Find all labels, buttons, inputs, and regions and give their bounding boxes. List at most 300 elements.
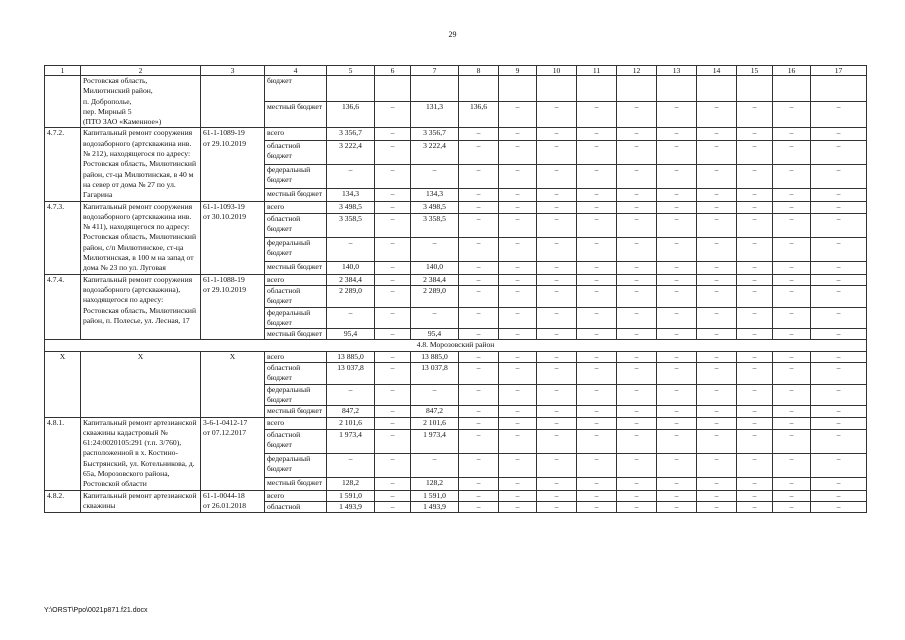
value-cell: – bbox=[327, 384, 375, 406]
value-cell: 134,3 bbox=[327, 189, 375, 202]
value-cell: – bbox=[577, 363, 617, 385]
value-cell: – bbox=[773, 165, 811, 189]
value-cell: – bbox=[577, 141, 617, 165]
section-row bbox=[45, 340, 867, 351]
value-cell: – bbox=[375, 165, 411, 189]
value-cell: – bbox=[617, 417, 657, 430]
value-cell: – bbox=[537, 501, 577, 512]
column-header: 14 bbox=[697, 66, 737, 76]
value-cell: – bbox=[811, 406, 867, 417]
section-title: 4.8. Морозовский район bbox=[45, 340, 867, 351]
value-cell: – bbox=[617, 128, 657, 141]
value-cell: – bbox=[697, 128, 737, 141]
value-cell: – bbox=[411, 307, 459, 329]
value-cell: – bbox=[811, 262, 867, 275]
value-cell: – bbox=[737, 454, 773, 478]
row-document-number bbox=[201, 76, 265, 128]
value-cell: – bbox=[375, 430, 411, 454]
value-cell: – bbox=[577, 165, 617, 189]
value-cell: – bbox=[459, 307, 499, 329]
value-cell: – bbox=[697, 165, 737, 189]
value-cell: – bbox=[499, 201, 537, 214]
value-cell: – bbox=[657, 262, 697, 275]
column-header: 13 bbox=[657, 66, 697, 76]
value-cell: – bbox=[773, 238, 811, 262]
value-cell: – bbox=[499, 141, 537, 165]
funding-source-label: федеральный бюджет bbox=[265, 307, 327, 329]
value-cell: – bbox=[773, 430, 811, 454]
value-cell: – bbox=[499, 189, 537, 202]
value-cell: 136,6 bbox=[459, 102, 499, 128]
value-cell: – bbox=[499, 351, 537, 362]
value-cell: 1 973,4 bbox=[327, 430, 375, 454]
value-cell: – bbox=[657, 406, 697, 417]
row-number: 4.8.1. bbox=[45, 417, 81, 490]
row-object-name: Х bbox=[81, 351, 201, 417]
value-cell: – bbox=[697, 307, 737, 329]
value-cell: – bbox=[737, 406, 773, 417]
value-cell: – bbox=[375, 454, 411, 478]
value-cell: – bbox=[697, 214, 737, 238]
value-cell: – bbox=[499, 478, 537, 491]
funding-source-label: федеральный бюджет bbox=[265, 384, 327, 406]
value-cell: – bbox=[375, 329, 411, 340]
value-cell: – bbox=[499, 417, 537, 430]
value-cell: – bbox=[375, 262, 411, 275]
value-cell: – bbox=[537, 478, 577, 491]
value-cell: – bbox=[459, 417, 499, 430]
value-cell: – bbox=[375, 274, 411, 285]
value-cell: – bbox=[811, 128, 867, 141]
table-row bbox=[45, 201, 867, 214]
value-cell: – bbox=[537, 262, 577, 275]
value-cell: – bbox=[773, 274, 811, 285]
value-cell: – bbox=[657, 214, 697, 238]
value-cell: – bbox=[577, 285, 617, 307]
funding-source-label: всего bbox=[265, 351, 327, 362]
value-cell bbox=[737, 76, 773, 102]
table-row bbox=[45, 76, 867, 102]
value-cell: – bbox=[499, 285, 537, 307]
value-cell: – bbox=[657, 363, 697, 385]
value-cell: 1 493,9 bbox=[411, 501, 459, 512]
value-cell: – bbox=[617, 454, 657, 478]
value-cell: – bbox=[375, 501, 411, 512]
value-cell: 13 037,8 bbox=[411, 363, 459, 385]
value-cell: – bbox=[411, 384, 459, 406]
header-row bbox=[45, 66, 867, 76]
value-cell bbox=[773, 76, 811, 102]
value-cell: – bbox=[773, 214, 811, 238]
value-cell: – bbox=[737, 430, 773, 454]
value-cell: 847,2 bbox=[327, 406, 375, 417]
row-document-number: 3-6-1-0412-17 от 07.12.2017 bbox=[201, 417, 265, 490]
value-cell: – bbox=[499, 329, 537, 340]
value-cell: – bbox=[499, 128, 537, 141]
value-cell: – bbox=[537, 285, 577, 307]
value-cell: 140,0 bbox=[411, 262, 459, 275]
value-cell: 2 101,6 bbox=[411, 417, 459, 430]
funding-source-label: местный бюджет bbox=[265, 102, 327, 128]
value-cell: – bbox=[773, 189, 811, 202]
value-cell: – bbox=[773, 102, 811, 128]
value-cell: – bbox=[411, 165, 459, 189]
value-cell bbox=[459, 76, 499, 102]
value-cell: – bbox=[697, 329, 737, 340]
value-cell: – bbox=[811, 307, 867, 329]
row-document-number: 61-1-1088-19 от 29.10.2019 bbox=[201, 274, 265, 340]
value-cell: – bbox=[737, 274, 773, 285]
value-cell: – bbox=[577, 238, 617, 262]
value-cell: – bbox=[657, 128, 697, 141]
value-cell: – bbox=[697, 351, 737, 362]
value-cell: – bbox=[737, 329, 773, 340]
funding-source-label: федеральный бюджет bbox=[265, 165, 327, 189]
value-cell: 847,2 bbox=[411, 406, 459, 417]
value-cell: – bbox=[617, 141, 657, 165]
value-cell: – bbox=[537, 189, 577, 202]
value-cell: – bbox=[375, 384, 411, 406]
value-cell: – bbox=[737, 363, 773, 385]
value-cell: – bbox=[375, 351, 411, 362]
value-cell: – bbox=[773, 307, 811, 329]
value-cell: – bbox=[811, 329, 867, 340]
value-cell: – bbox=[499, 102, 537, 128]
funding-source-label: всего bbox=[265, 128, 327, 141]
value-cell: 3 356,7 bbox=[411, 128, 459, 141]
value-cell: – bbox=[459, 189, 499, 202]
row-document-number: 61-1-1089-19 от 29.10.2019 bbox=[201, 128, 265, 201]
value-cell: – bbox=[773, 501, 811, 512]
value-cell: – bbox=[737, 214, 773, 238]
value-cell: – bbox=[617, 307, 657, 329]
value-cell: – bbox=[327, 307, 375, 329]
value-cell: – bbox=[617, 274, 657, 285]
row-object-name: Ростовская область, Милютинский район, п. Доброполье, пер. Мирный 5 (ПТО ЗАО «Каменное») bbox=[81, 76, 201, 128]
funding-source-label: областной бюджет bbox=[265, 141, 327, 165]
value-cell: – bbox=[811, 214, 867, 238]
funding-source-label: областной бюджет bbox=[265, 214, 327, 238]
value-cell: – bbox=[737, 189, 773, 202]
value-cell: – bbox=[697, 238, 737, 262]
value-cell: – bbox=[773, 201, 811, 214]
value-cell: – bbox=[327, 165, 375, 189]
value-cell: – bbox=[773, 417, 811, 430]
value-cell: – bbox=[737, 501, 773, 512]
row-document-number: Х bbox=[201, 351, 265, 417]
value-cell: – bbox=[773, 285, 811, 307]
column-header: 8 bbox=[459, 66, 499, 76]
column-header: 5 bbox=[327, 66, 375, 76]
value-cell: – bbox=[657, 430, 697, 454]
value-cell: – bbox=[375, 307, 411, 329]
value-cell: 13 037,8 bbox=[327, 363, 375, 385]
value-cell: – bbox=[537, 102, 577, 128]
value-cell: – bbox=[459, 274, 499, 285]
value-cell: – bbox=[617, 478, 657, 491]
table-row bbox=[45, 490, 867, 501]
value-cell: – bbox=[459, 285, 499, 307]
value-cell: – bbox=[537, 490, 577, 501]
row-number: 4.7.4. bbox=[45, 274, 81, 340]
value-cell: – bbox=[773, 363, 811, 385]
value-cell: 136,6 bbox=[327, 102, 375, 128]
value-cell: 3 356,7 bbox=[327, 128, 375, 141]
value-cell bbox=[537, 76, 577, 102]
value-cell: – bbox=[537, 238, 577, 262]
value-cell: – bbox=[811, 165, 867, 189]
value-cell: – bbox=[577, 478, 617, 491]
value-cell: – bbox=[657, 102, 697, 128]
value-cell: – bbox=[617, 406, 657, 417]
value-cell: – bbox=[537, 274, 577, 285]
value-cell: – bbox=[737, 478, 773, 491]
value-cell: – bbox=[811, 351, 867, 362]
value-cell: – bbox=[459, 201, 499, 214]
value-cell: 134,3 bbox=[411, 189, 459, 202]
row-number: 4.7.3. bbox=[45, 201, 81, 274]
value-cell: – bbox=[459, 128, 499, 141]
row-object-name: Капитальный ремонт сооружения водозаборного (артскважина), находящегося по адресу: Ростовская область, Милютинский район, п. Полесье, ул. Лесная, 17 bbox=[81, 274, 201, 340]
value-cell: – bbox=[811, 363, 867, 385]
value-cell: – bbox=[375, 490, 411, 501]
value-cell: – bbox=[537, 454, 577, 478]
value-cell: 1 973,4 bbox=[411, 430, 459, 454]
funding-source-label: местный бюджет bbox=[265, 189, 327, 202]
value-cell: – bbox=[411, 238, 459, 262]
value-cell: – bbox=[577, 329, 617, 340]
value-cell: – bbox=[657, 285, 697, 307]
table-row bbox=[45, 128, 867, 141]
value-cell: – bbox=[375, 363, 411, 385]
value-cell: – bbox=[737, 201, 773, 214]
value-cell: 3 222,4 bbox=[327, 141, 375, 165]
value-cell: – bbox=[773, 329, 811, 340]
value-cell: – bbox=[697, 490, 737, 501]
value-cell: 13 885,0 bbox=[411, 351, 459, 362]
value-cell: – bbox=[811, 102, 867, 128]
value-cell: – bbox=[459, 329, 499, 340]
funding-source-label: местный бюджет bbox=[265, 262, 327, 275]
value-cell: – bbox=[737, 165, 773, 189]
value-cell: – bbox=[499, 490, 537, 501]
value-cell: – bbox=[737, 417, 773, 430]
value-cell: – bbox=[697, 285, 737, 307]
value-cell: – bbox=[577, 214, 617, 238]
value-cell: – bbox=[537, 351, 577, 362]
value-cell: – bbox=[499, 501, 537, 512]
value-cell: – bbox=[737, 351, 773, 362]
value-cell bbox=[617, 76, 657, 102]
value-cell: – bbox=[537, 141, 577, 165]
value-cell: – bbox=[537, 406, 577, 417]
value-cell: – bbox=[327, 238, 375, 262]
value-cell bbox=[375, 76, 411, 102]
value-cell bbox=[411, 76, 459, 102]
value-cell: – bbox=[657, 417, 697, 430]
value-cell bbox=[577, 76, 617, 102]
value-cell: – bbox=[459, 363, 499, 385]
value-cell: – bbox=[773, 141, 811, 165]
value-cell: – bbox=[657, 201, 697, 214]
value-cell: 3 498,5 bbox=[327, 201, 375, 214]
value-cell: – bbox=[657, 238, 697, 262]
value-cell: – bbox=[459, 141, 499, 165]
table-row bbox=[45, 417, 867, 430]
value-cell: – bbox=[617, 351, 657, 362]
value-cell: – bbox=[657, 501, 697, 512]
value-cell: – bbox=[617, 384, 657, 406]
value-cell: – bbox=[773, 406, 811, 417]
value-cell: 1 493,9 bbox=[327, 501, 375, 512]
value-cell: – bbox=[459, 478, 499, 491]
value-cell: – bbox=[811, 285, 867, 307]
value-cell: – bbox=[737, 307, 773, 329]
funding-source-label: местный бюджет bbox=[265, 478, 327, 491]
value-cell: – bbox=[811, 501, 867, 512]
value-cell: 2 384,4 bbox=[327, 274, 375, 285]
value-cell: – bbox=[577, 201, 617, 214]
value-cell: – bbox=[657, 189, 697, 202]
value-cell: – bbox=[537, 307, 577, 329]
value-cell: – bbox=[499, 262, 537, 275]
value-cell: – bbox=[773, 262, 811, 275]
value-cell: – bbox=[697, 363, 737, 385]
value-cell: – bbox=[697, 274, 737, 285]
column-header: 9 bbox=[499, 66, 537, 76]
value-cell: – bbox=[537, 384, 577, 406]
value-cell: – bbox=[459, 384, 499, 406]
value-cell: – bbox=[577, 351, 617, 362]
value-cell: – bbox=[657, 351, 697, 362]
table-row bbox=[45, 274, 867, 285]
value-cell: – bbox=[617, 102, 657, 128]
value-cell: 2 289,0 bbox=[327, 285, 375, 307]
value-cell: 2 289,0 bbox=[411, 285, 459, 307]
column-header: 12 bbox=[617, 66, 657, 76]
column-header: 11 bbox=[577, 66, 617, 76]
funding-source-label: всего bbox=[265, 490, 327, 501]
value-cell: – bbox=[811, 238, 867, 262]
value-cell: – bbox=[697, 478, 737, 491]
value-cell: – bbox=[737, 262, 773, 275]
row-object-name: Капитальный ремонт сооружения водозаборного (артскважина инв. № 212), находящегося по адресу: Ростовская область, Милютинский район, ст-ца Милютинская, в 40 м на север от дома № 27 по ул. Гагарина bbox=[81, 128, 201, 201]
value-cell: – bbox=[577, 384, 617, 406]
value-cell: – bbox=[811, 478, 867, 491]
value-cell: – bbox=[617, 329, 657, 340]
column-header: 10 bbox=[537, 66, 577, 76]
value-cell: – bbox=[697, 189, 737, 202]
value-cell: – bbox=[499, 363, 537, 385]
value-cell: – bbox=[811, 417, 867, 430]
value-cell: – bbox=[737, 285, 773, 307]
value-cell: 95,4 bbox=[327, 329, 375, 340]
value-cell: – bbox=[537, 417, 577, 430]
value-cell: – bbox=[577, 274, 617, 285]
value-cell: – bbox=[737, 384, 773, 406]
value-cell: – bbox=[577, 501, 617, 512]
value-cell: – bbox=[811, 454, 867, 478]
value-cell: – bbox=[617, 285, 657, 307]
row-number: 4.7.2. bbox=[45, 128, 81, 201]
value-cell: 3 222,4 bbox=[411, 141, 459, 165]
value-cell: – bbox=[657, 329, 697, 340]
value-cell: – bbox=[773, 351, 811, 362]
value-cell: – bbox=[697, 141, 737, 165]
value-cell: – bbox=[499, 214, 537, 238]
value-cell: – bbox=[375, 417, 411, 430]
value-cell: – bbox=[577, 189, 617, 202]
value-cell: – bbox=[459, 430, 499, 454]
value-cell: – bbox=[537, 329, 577, 340]
value-cell: – bbox=[459, 238, 499, 262]
value-cell: – bbox=[577, 102, 617, 128]
column-header: 2 bbox=[81, 66, 201, 76]
column-header: 15 bbox=[737, 66, 773, 76]
value-cell: – bbox=[657, 141, 697, 165]
value-cell: – bbox=[617, 430, 657, 454]
value-cell: – bbox=[811, 141, 867, 165]
value-cell: – bbox=[657, 384, 697, 406]
row-object-name: Капитальный ремонт артезианской скважины bbox=[81, 490, 201, 513]
value-cell: – bbox=[577, 430, 617, 454]
value-cell: – bbox=[499, 274, 537, 285]
column-header: 16 bbox=[773, 66, 811, 76]
value-cell: – bbox=[537, 128, 577, 141]
column-header: 6 bbox=[375, 66, 411, 76]
value-cell: – bbox=[617, 262, 657, 275]
value-cell: – bbox=[657, 490, 697, 501]
value-cell: – bbox=[617, 238, 657, 262]
value-cell: – bbox=[499, 238, 537, 262]
value-cell: – bbox=[773, 384, 811, 406]
funding-source-label: областной бюджет bbox=[265, 285, 327, 307]
value-cell: – bbox=[811, 201, 867, 214]
value-cell: – bbox=[657, 274, 697, 285]
value-cell: – bbox=[375, 189, 411, 202]
value-cell bbox=[327, 76, 375, 102]
value-cell: 95,4 bbox=[411, 329, 459, 340]
row-number bbox=[45, 76, 81, 128]
row-object-name: Капитальный ремонт сооружения водозаборного (артскважина инв. № 411), находящегося по адресу: Ростовская область, Милютинский район, с/п Милютинское, ст-ца Милютинская, в 100 м на запад от дома № 23 по ул. Луговая bbox=[81, 201, 201, 274]
value-cell: 131,3 bbox=[411, 102, 459, 128]
value-cell: – bbox=[375, 102, 411, 128]
value-cell: – bbox=[697, 501, 737, 512]
value-cell: 3 358,5 bbox=[327, 214, 375, 238]
value-cell: – bbox=[617, 501, 657, 512]
funding-source-label: федеральный бюджет bbox=[265, 454, 327, 478]
value-cell: – bbox=[499, 165, 537, 189]
value-cell: – bbox=[459, 406, 499, 417]
value-cell: – bbox=[697, 262, 737, 275]
footer-path: Y:\ORST\Ppo\0021p871.f21.docx bbox=[44, 607, 148, 614]
value-cell bbox=[697, 76, 737, 102]
value-cell: – bbox=[737, 102, 773, 128]
row-number: 4.8.2. bbox=[45, 490, 81, 513]
value-cell: – bbox=[657, 307, 697, 329]
page-number: 29 bbox=[448, 30, 457, 39]
value-cell: – bbox=[375, 285, 411, 307]
value-cell: – bbox=[375, 128, 411, 141]
value-cell: – bbox=[811, 274, 867, 285]
value-cell bbox=[657, 76, 697, 102]
value-cell: – bbox=[737, 141, 773, 165]
value-cell: – bbox=[499, 307, 537, 329]
funding-source-label: местный бюджет bbox=[265, 329, 327, 340]
value-cell: – bbox=[697, 102, 737, 128]
value-cell: – bbox=[697, 430, 737, 454]
value-cell: – bbox=[537, 363, 577, 385]
